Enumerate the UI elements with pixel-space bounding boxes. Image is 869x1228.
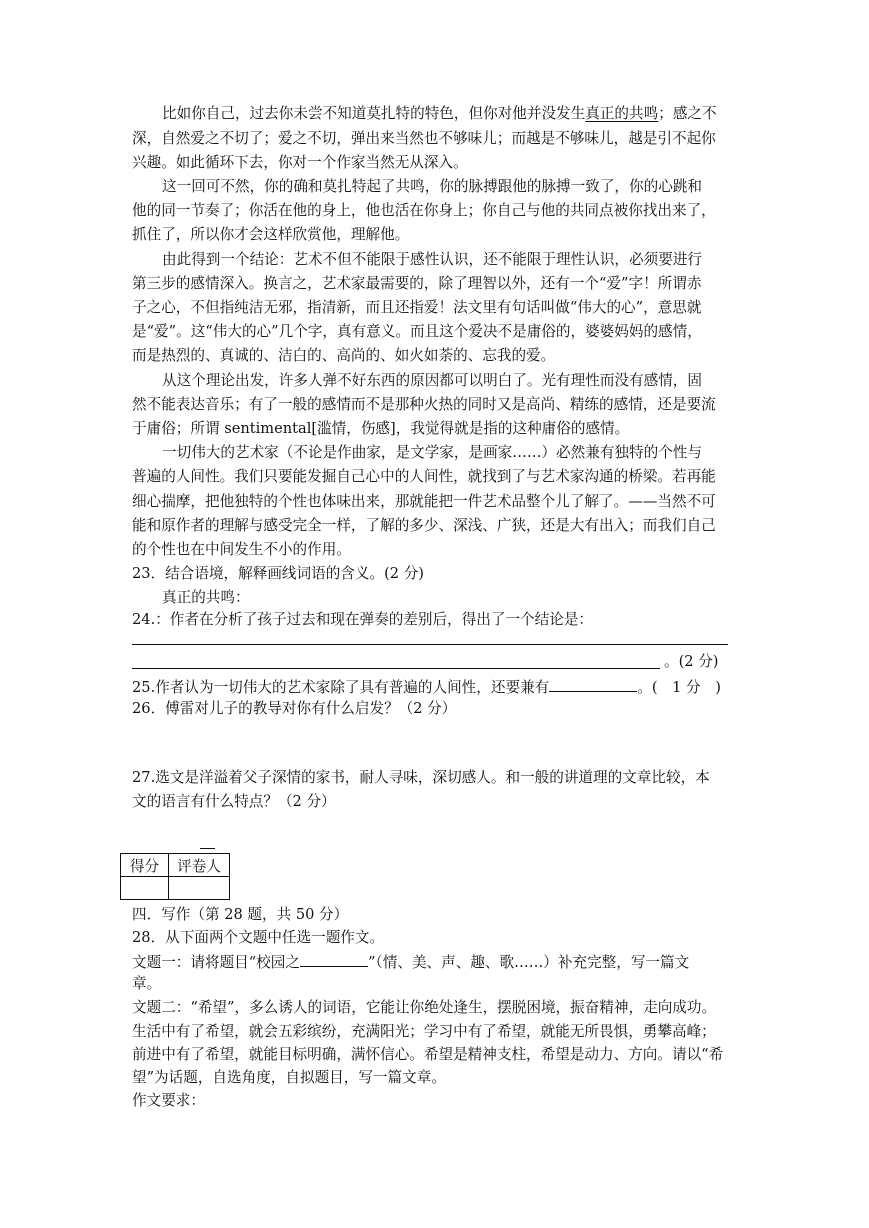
passage-p3-line4: 是“爱”。这“伟大的心”几个字，真有意义。而且这个爱决不是庸俗的，婆婆妈妈的感情， — [132, 323, 702, 340]
writing-requirements: 作文要求： — [132, 1092, 205, 1109]
passage-p5-line1: 一切伟大的艺术家（不论是作曲家，是文学家，是画家……）必然兼有独特的个性与 — [162, 444, 702, 461]
underlined-term: 真正的共鸣 — [585, 105, 659, 122]
question-23-subprompt: 真正的共鸣： — [162, 589, 250, 606]
grader-cell[interactable] — [169, 877, 230, 900]
text: 25.作者认为一切伟大的艺术家除了具有普遍的人间性，还要兼有 — [132, 679, 550, 696]
topic-2-line1: 文题二：“希望”，多么诱人的词语，它能让你绝处逢生，摆脱困境，振奋精神，走向成功。 — [132, 999, 717, 1016]
passage-p1-line1 — [162, 104, 717, 124]
passage-p1-line3: 兴趣。如此循环下去，你对一个作家当然无从深入。 — [132, 154, 468, 171]
text: 文题一：请将题目“校园之 — [132, 954, 300, 971]
passage-p4-line1: 从这个理论出发，许多人弹不好东西的原因都可以明白了。光有理性而没有感情，固 — [162, 372, 702, 389]
score-cell[interactable] — [121, 877, 169, 900]
answer-blank-25[interactable] — [549, 676, 637, 692]
text: 。( 1 分 ) — [637, 679, 721, 696]
passage-p5-line4: 能和原作者的理解与感受完全一样，了解的多少、深浅、广狭，还是大有出入；而我们自己 — [132, 517, 716, 534]
topic-2-line2: 生活中有了希望，就会五彩缤纷，充满阳光；学习中有了希望，就能无所畏惧，勇攀高峰； — [132, 1023, 716, 1040]
question-24: 24.：作者在分析了孩子过去和现在弹奏的差别后，得出了一个结论是： — [132, 611, 594, 628]
answer-line-24a[interactable] — [132, 644, 728, 645]
passage-p3-line3: 子之心，不但指纯洁无邪，指清新，而且还指爱！法文里有句话叫做“伟大的心”，意思就 — [132, 299, 702, 316]
answer-line-24b[interactable] — [132, 668, 660, 669]
question-26: 26．傅雷对儿子的教导对你有什么启发？（2 分） — [132, 700, 457, 717]
topic-2-line4: 望”为话题，自选角度，自拟题目，写一篇文章。 — [132, 1069, 446, 1086]
grader-header: 评卷人 — [169, 854, 230, 877]
passage-p3-line2: 第三步的感情深入。换言之，艺术家最需要的，除了理智以外，还有一个“爱”字！所谓赤 — [132, 275, 702, 292]
passage-p2-line3: 抓住了，所以你才会这样欣赏他，理解他。 — [132, 226, 410, 243]
passage-p5-line2: 普遍的人间性。我们只要能发掘自己心中的人间性，就找到了与艺术家沟通的桥梁。若再能 — [132, 468, 716, 485]
score-box-mark — [200, 848, 215, 849]
passage-p4-line3: 于庸俗；所谓 sentimental[滥情，伤感]，我觉得就是指的这种庸俗的感情。 — [132, 420, 630, 437]
topic-2-line3: 前进中有了希望，就能目标明确，满怀信心。希望是精神支柱，希望是动力、方向。请以“希 — [132, 1046, 724, 1063]
topic-1-blank[interactable] — [300, 951, 368, 967]
text: ；感之不 — [658, 105, 717, 122]
passage-p3-line1: 由此得到一个结论：艺术不但不能限于感性认识，还不能限于理性认识，必须要进行 — [162, 251, 702, 268]
passage-p2-line1: 这一回可不然，你的确和莫扎特起了共鸣，你的脉搏跟他的脉搏一致了，你的心跳和 — [162, 178, 702, 195]
score-box — [120, 853, 230, 900]
question-25 — [132, 676, 721, 698]
passage-p5-line5: 的个性也在中间发生不小的作用。 — [132, 541, 351, 558]
writing-section-title: 四．写作（第 28 题，共 50 分） — [132, 906, 349, 923]
passage-p2-line2: 他的同一节奏了；你活在他的身上，他也活在你身上；你自己与他的共同点被你找出来了， — [132, 202, 716, 219]
text: 比如你自己，过去你未尝不知道莫扎特的特色，但你对他并没发生 — [162, 105, 586, 122]
question-23: 23．结合语境，解释画线词语的含义。(2 分) — [132, 565, 424, 582]
question-27-line2: 文的语言有什么特点？（2 分） — [132, 793, 336, 810]
topic-1-line1 — [132, 951, 689, 973]
question-27-line1: 27.选文是洋溢着父子深情的家书，耐人寻味，深切感人。和一般的讲道理的文章比较，本 — [132, 769, 710, 786]
passage-p1-line2: 深，自然爱之不切了；爱之不切，弹出来当然也不够味儿；而越是不够味儿，越是引不起你 — [132, 130, 716, 147]
text: ”（情、美、声、趣、歌……）补充完整，写一篇文 — [368, 954, 690, 971]
passage-p3-line5: 而是热烈的、真诚的、洁白的、高尚的、如火如荼的、忘我的爱。 — [132, 347, 556, 364]
passage-p4-line2: 然不能表达音乐；有了一般的感情而不是那种火热的同时又是高尚、精练的感情，还是要流 — [132, 396, 716, 413]
score-header: 得分 — [121, 854, 169, 877]
passage-p5-line3: 细心揣摩，把他独特的个性也体味出来，那就能把一件艺术品整个儿了解了。——当然不可 — [132, 493, 716, 510]
topic-1-line2: 章。 — [132, 975, 162, 992]
question-28: 28．从下面两个文题中任选一题作文。 — [132, 929, 385, 946]
question-24-points: 。(2 分) — [664, 653, 719, 670]
